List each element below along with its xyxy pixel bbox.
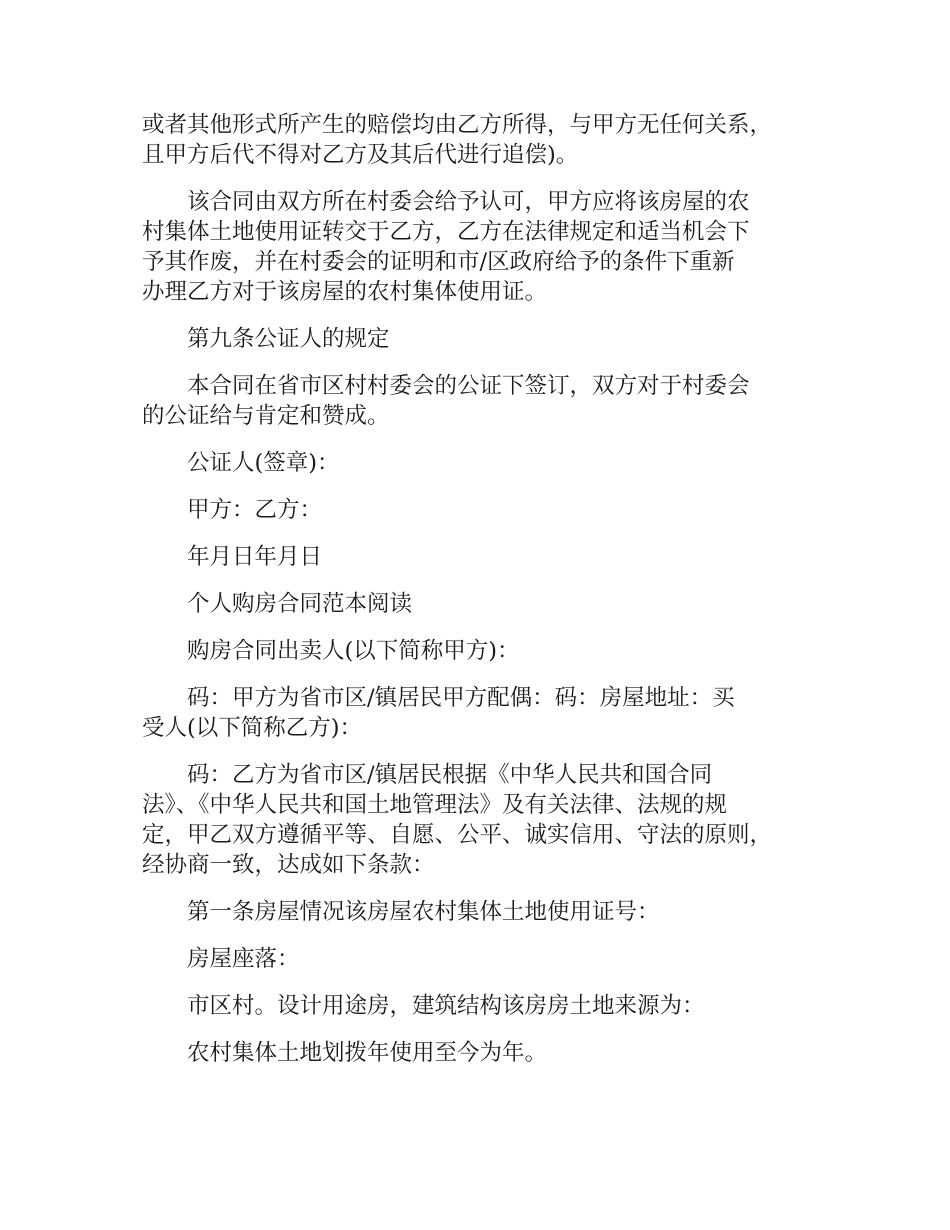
text-line: 公证人(签章)： <box>187 450 340 476</box>
text-line: 农村集体土地划拨年使用至今为年。 <box>187 1040 548 1066</box>
text-line: 第一条房屋情况该房屋农村集体土地使用证号： <box>187 899 660 925</box>
paragraph <box>142 542 832 572</box>
paragraph <box>142 760 832 880</box>
paragraph <box>142 636 832 666</box>
text-line: 市区村。设计用途房，建筑结构该房房土地来源为： <box>187 993 705 1019</box>
text-line: 经协商一致，达成如下条款： <box>142 852 435 878</box>
text-line: 甲方：乙方： <box>187 497 323 523</box>
text-line: 房屋座落： <box>187 946 300 972</box>
paragraph <box>142 683 832 743</box>
text-line: 本合同在省市区村村委会的公证下签订，双方对于村委会 <box>187 373 750 399</box>
document-body <box>142 110 832 1085</box>
text-line: 村集体土地使用证转交于乙方，乙方在法律规定和适当机会下 <box>142 219 750 245</box>
paragraph <box>142 991 832 1021</box>
paragraph <box>142 371 832 431</box>
paragraph <box>142 324 832 354</box>
paragraph <box>142 448 832 478</box>
text-line: 码：甲方为省市区/镇居民甲方配偶：码：房屋地址：买 <box>187 685 735 711</box>
paragraph <box>142 110 832 170</box>
text-line: 且甲方后代不得对乙方及其后代进行追偿)。 <box>142 142 579 168</box>
text-line: 受人(以下简称乙方)： <box>142 715 363 741</box>
paragraph <box>142 897 832 927</box>
text-line: 第九条公证人的规定 <box>187 326 390 352</box>
text-line: 予其作废，并在村委会的证明和市/区政府给予的条件下重新 <box>142 249 735 275</box>
text-line: 年月日年月日 <box>187 544 323 570</box>
text-line: 该合同由双方所在村委会给予认可，甲方应将该房屋的农 <box>187 189 750 215</box>
paragraph <box>142 944 832 974</box>
text-line: 定，甲乙双方遵循平等、自愿、公平、诚实信用、守法的原则， <box>142 822 773 848</box>
paragraph <box>142 495 832 525</box>
text-line: 办理乙方对于该房屋的农村集体使用证。 <box>142 279 548 305</box>
paragraph <box>142 1038 832 1068</box>
text-line: 个人购房合同范本阅读 <box>187 591 413 617</box>
text-line: 购房合同出卖人(以下简称甲方)： <box>187 638 520 664</box>
paragraph <box>142 187 832 307</box>
text-line: 码：乙方为省市区/镇居民根据《中华人民共和国合同 <box>187 762 713 788</box>
text-line: 或者其他形式所产生的赔偿均由乙方所得，与甲方无任何关系， <box>142 112 773 138</box>
paragraph <box>142 589 832 619</box>
text-line: 法》、《中华人民共和国土地管理法》及有关法律、法规的规 <box>142 792 728 818</box>
text-line: 的公证给与肯定和赞成。 <box>142 403 390 429</box>
